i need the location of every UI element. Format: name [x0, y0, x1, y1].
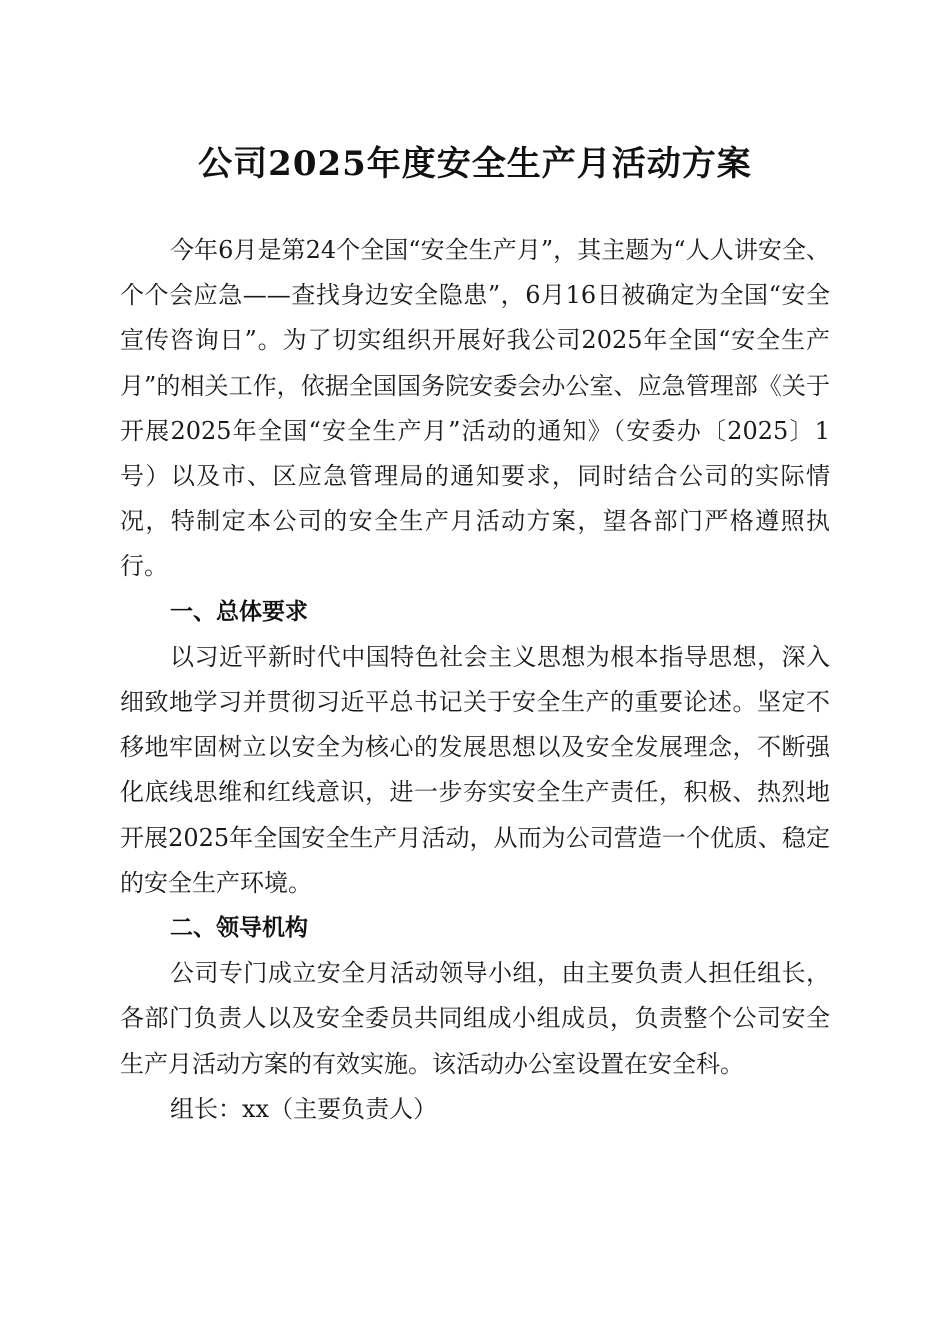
document-title: 公司2025年度安全生产月活动方案	[198, 144, 752, 184]
section-paragraph-leadership: 公司专门成立安全月活动领导小组，由主要负责人担任组长，各部门负责人以及安全委员共同组成小组成员，负责整个公司安全生产月活动方案的有效实施。该活动办公室设置在安全科。	[120, 959, 830, 1078]
leader-line: 组长：xx（主要负责人）	[170, 1094, 438, 1123]
section-paragraph-general-requirements: 以习近平新时代中国特色社会主义思想为根本指导思想，深入细致地学习并贯彻习近平总书记关于安全生产的重要论述。坚定不移地牢固树立以安全为核心的发展思想以及安全发展理念，不断强化底线思维和红线意识，进一步夯实安全生产责任，积极、热烈地开展2025年全国安全生产月活动，从而为公司营造一个优质、稳定的安全生产环境。	[120, 642, 830, 897]
document-body	[120, 228, 830, 1132]
section-heading-general-requirements: 一、总体要求	[170, 598, 308, 625]
intro-paragraph: 今年6月是第24个全国“安全生产月”，其主题为“人人讲安全、个个会应急——查找身边安全隐患”，6月16日被确定为全国“安全宣传咨询日”。为了切实组织开展好我公司2025年全国“安全生产月”的相关工作，依据全国国务院安委会办公室、应急管理部《关于开展2025年全国“安全生产月”活动的通知》（安委办〔2025〕1号）以及市、区应急管理局的通知要求，同时结合公司的实际情况，特制定本公司的安全生产月活动方案，望各部门严格遵照执行。	[120, 236, 830, 581]
section-heading-leadership: 二、领导机构	[170, 915, 308, 942]
